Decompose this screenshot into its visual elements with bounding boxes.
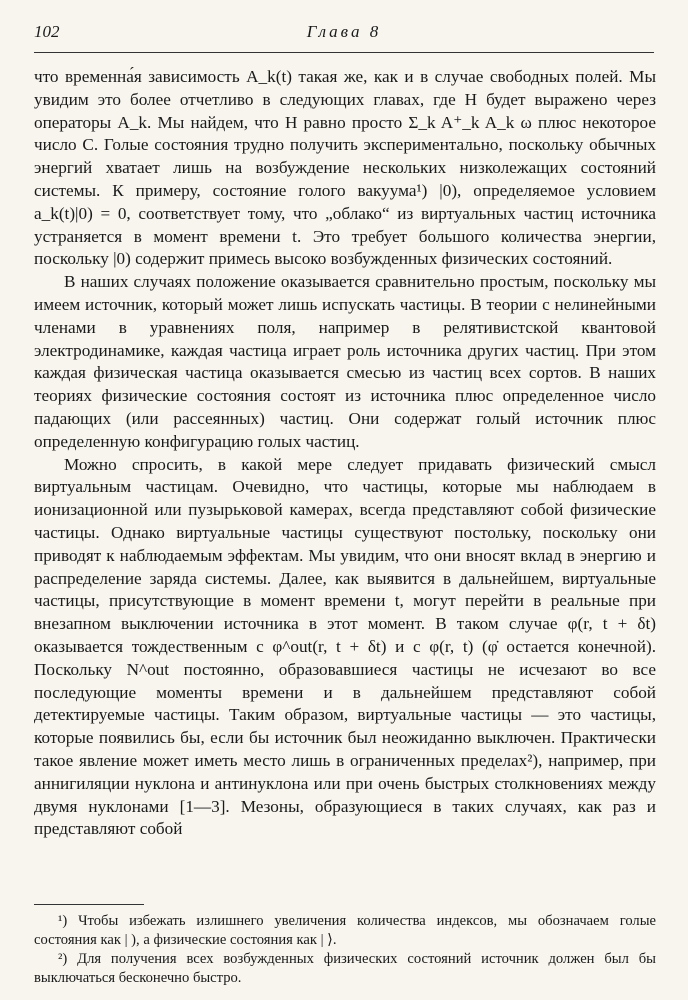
running-head: Глава 8 bbox=[306, 22, 382, 41]
paragraph: Можно спросить, в какой мере следует придавать физический смысл виртуальным частицам. Очевидно, что частицы, которые мы наблюдаем в ионизационной или пузырьковой камерах, всегда представляют собой физические частицы. Однако виртуальные частицы существуют постольку, поскольку они приводят к наблюдаемым эффектам. Мы увидим, что они вносят вклад в энергию и распределение заряда системы. Далее, как выявится в дальнейшем, виртуальные частицы, присутствующие в момент времени t, могут перейти в реальные при внезапном выключении источника в этот момент. В таком случае φ(r, t + δt) оказывается тождественным с φ^out(r, t + δt) и с φ(r, t) (φ̇ остается конечной). Поскольку N^out постоянно, образовавшиеся частицы не исчезают во все последующие моменты времени и в дальнейшем представляют собой детектируемые частицы. Таким образом, виртуальные частицы — это частицы, которые появились бы, если бы источник был неожиданно выключен. Практически такое явление может иметь место лишь в ограниченных пределах²), например, при аннигиляции нуклона и антинуклона или при очень быстрых столкновениях между двумя нуклонами [1—3]. Мезоны, образующиеся в таких случаях, как раз и представляют собой bbox=[34, 454, 656, 839]
page-header bbox=[34, 22, 654, 46]
page-number: 102 bbox=[34, 22, 60, 41]
paragraph: В наших случаях положение оказывается сравнительно простым, поскольку мы имеем источник, который может лишь испускать частицы. В теории с нелинейными членами в уравнениях поля, например в релятивистской квантовой электродинамике, каждая частица играет роль источника других частиц. При этом каждая физическая частица оказывается смесью из частиц всех сортов. В наших теориях физические состояния состоят из источника плюс определенное число падающих (или рассеянных) частиц. Они содержат голый источник плюс определенную конфигурацию голых частиц. bbox=[34, 272, 656, 451]
footnotes bbox=[34, 912, 656, 988]
footnote-rule bbox=[34, 904, 144, 905]
header-rule bbox=[34, 52, 654, 53]
footnote-1: ¹) Чтобы избежать излишнего увеличения количества индексов, мы обозначаем голые состояния как | ), а физические состояния как | ⟩. bbox=[34, 913, 656, 948]
footnote-2: ²) Для получения всех возбужденных физических состояний источник должен был бы выключаться бесконечно быстро. bbox=[34, 951, 656, 986]
paragraph-continued: что временна́я зависимость A_k(t) такая же, как и в случае свободных полей. Мы увидим это более отчетливо в следующих главах, где H будет выражено через операторы A_k. Мы найдем, что H равно просто Σ_k A⁺_k A_k ω плюс некоторое число C. Голые состояния трудно получить экспериментально, поскольку обычных энергий хватает лишь на возбуждение нескольких низколежащих состояний системы. К примеру, состояние голого вакуума¹) |0), определяемое условием a_k(t)|0) = 0, соответствует тому, что „облако“ из виртуальных частиц источника устраняется в момент времени t. Это требует большого количества энергии, поскольку |0) содержит примесь высоко возбужденных физических состояний. bbox=[34, 67, 656, 269]
body-text bbox=[34, 66, 656, 841]
